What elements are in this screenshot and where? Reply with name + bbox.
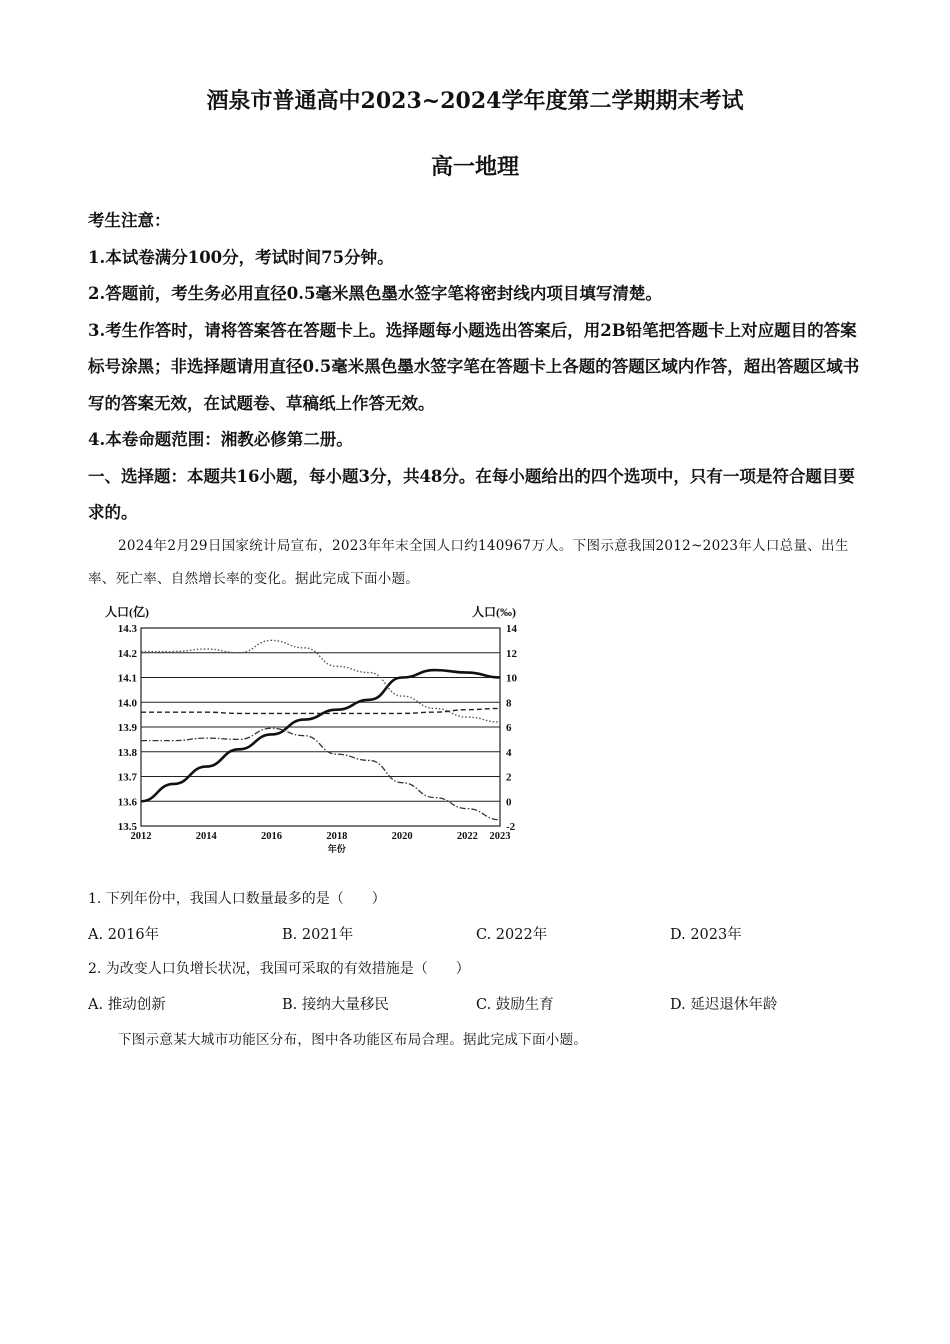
x-axis-label: 年份: [327, 844, 346, 854]
left-tick-label: 13.6: [117, 796, 137, 809]
question-stem: 1. 下列年份中，我国人口数量最多的是（ ）: [88, 891, 386, 907]
section-heading: 一、选择题：本题共16小题，每小题3分，共48分。在每小题给出的四个选项中，只有一项是符合题目要求的。: [88, 466, 855, 522]
series-line: [141, 670, 500, 801]
instruction-item: 3.考生作答时，请将答案答在答题卡上。选择题每小题选出答案后，用2B铅笔把答题卡上对应题目的答案标号涂黑；非选择题请用直径0.5毫米黑色墨水签字笔在答题卡上各题的答题区域内作答，超出答题区域书写的答案无效，在试题卷、草稿纸上作答无效。: [88, 320, 860, 413]
instructions-heading: 考生注意：: [88, 211, 171, 230]
option-b: B. 2021年: [282, 927, 354, 943]
left-axis-label: 人口(亿): [105, 605, 149, 619]
option-d: D. 延迟退休年龄: [670, 997, 778, 1013]
exam-title: 酒泉市普通高中2023~2024学年度第二学期期末考试: [206, 88, 744, 114]
x-tick-label: 2016: [261, 831, 283, 842]
left-tick-label: 13.9: [117, 722, 137, 734]
question-stem: 2. 为改变人口负增长状况，我国可采取的有效措施是（ ）: [88, 961, 470, 977]
right-tick-label: 6: [506, 722, 512, 734]
option-a: A. 推动创新: [88, 997, 166, 1013]
left-tick-label: 14.2: [117, 647, 137, 660]
series-line: [141, 708, 500, 713]
option-c: C. 2022年: [476, 927, 548, 943]
material-intro: 2024年2月29日国家统计局宣布，2023年年末全国人口约140967万人。下图示意我国2012~2023年人口总量、出生率、死亡率、自然增长率的变化。据此完成下面小题。: [88, 538, 849, 587]
right-axis-label: 人口(‰): [472, 605, 516, 619]
right-tick-label: 10: [506, 672, 517, 685]
left-tick-label: 13.5: [117, 821, 137, 833]
option-a: A. 2016年: [88, 927, 160, 943]
right-tick-label: 8: [506, 697, 512, 710]
instruction-item: 1.本试卷满分100分，考试时间75分钟。: [88, 247, 394, 267]
x-tick-label: 2020: [391, 831, 413, 842]
left-tick-label: 14.3: [117, 623, 137, 635]
option-b: B. 接纳大量移民: [282, 997, 389, 1013]
right-tick-label: 0: [506, 796, 512, 809]
left-tick-label: 13.8: [117, 746, 137, 759]
option-c: C. 鼓励生育: [476, 997, 554, 1013]
right-tick-label: 2: [506, 771, 512, 784]
population-chart: [105, 600, 535, 860]
right-tick-label: 4: [506, 746, 512, 759]
right-tick-label: -2: [506, 821, 516, 833]
instruction-item: 2.答题前，考生务必用直径0.5毫米黑色墨水签字笔将密封线内项目填写清楚。: [88, 284, 662, 303]
instruction-item: 4.本卷命题范围：湘教必修第二册。: [88, 430, 353, 449]
exam-subject: 高一地理: [430, 154, 519, 180]
x-tick-label: 2018: [326, 831, 348, 842]
right-tick-label: 12: [506, 647, 517, 660]
x-tick-label: 2023: [489, 831, 511, 842]
left-tick-label: 13.7: [117, 771, 137, 784]
x-tick-label: 2014: [195, 831, 217, 842]
left-tick-label: 14.0: [117, 697, 137, 710]
option-d: D. 2023年: [670, 927, 742, 943]
instructions: [88, 203, 868, 532]
left-tick-label: 14.1: [117, 672, 137, 685]
series-line: [141, 728, 500, 820]
right-tick-label: 14: [506, 623, 517, 635]
x-tick-label: 2012: [130, 831, 152, 842]
material-intro: 下图示意某大城市功能区分布，图中各功能区布局合理。据此完成下面小题。: [118, 1032, 588, 1048]
x-tick-label: 2022: [456, 831, 478, 842]
